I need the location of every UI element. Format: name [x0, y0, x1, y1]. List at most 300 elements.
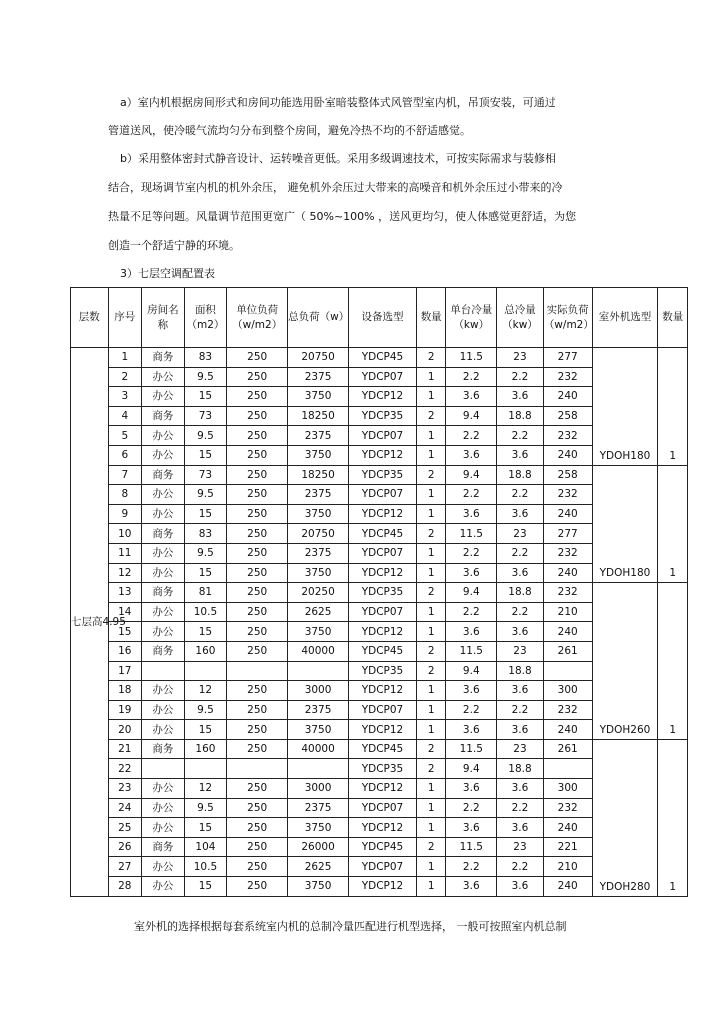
table-cell: [227, 661, 288, 681]
table-cell: 20: [108, 720, 141, 740]
table-cell: 11: [108, 543, 141, 563]
table-cell: 3000: [288, 779, 349, 799]
table-cell: 40000: [288, 739, 349, 759]
table-cell: 15: [184, 720, 227, 740]
table-cell: 3.6: [497, 504, 544, 524]
table-cell: 13: [108, 583, 141, 603]
outdoor-qty: 1: [658, 583, 688, 740]
table-cell: 3750: [288, 387, 349, 407]
header-room: 房间名称: [142, 288, 185, 348]
paragraph-b-line2: 结合，现场调节室内机的机外余压， 避免机外余压过大带来的高噪音和机外余压过小带来的冷: [108, 181, 563, 194]
table-cell: 250: [227, 465, 288, 485]
table-cell: 240: [543, 622, 592, 642]
table-cell: 2375: [288, 700, 349, 720]
table-cell: 9.5: [184, 798, 227, 818]
table-cell: 83: [184, 348, 227, 368]
table-cell: 20750: [288, 348, 349, 368]
table-cell: 1: [416, 485, 445, 505]
table-cell: 2.2: [497, 857, 544, 877]
table-cell: 277: [543, 348, 592, 368]
table-cell: 9.5: [184, 485, 227, 505]
table-cell: 3.6: [446, 877, 497, 897]
table-cell: 办公: [142, 877, 185, 897]
table-cell: 250: [227, 445, 288, 465]
header-qty: 数量: [416, 288, 445, 348]
table-cell: 250: [227, 857, 288, 877]
table-cell: 9.5: [184, 426, 227, 446]
table-cell: 81: [184, 583, 227, 603]
table-cell: [142, 661, 185, 681]
table-cell: 261: [543, 739, 592, 759]
table-cell: 40000: [288, 641, 349, 661]
table-cell: 商务: [142, 524, 185, 544]
table-cell: 26000: [288, 837, 349, 857]
table-row: [71, 583, 688, 603]
table-cell: 240: [543, 877, 592, 897]
table-cell: YDCP45: [349, 524, 417, 544]
table-cell: 3.6: [446, 720, 497, 740]
table-cell: 商务: [142, 641, 185, 661]
table-cell: 160: [184, 739, 227, 759]
table-cell: 办公: [142, 720, 185, 740]
table-cell: 104: [184, 837, 227, 857]
paragraph-b-line4: 创造一个舒适宁静的环境。: [108, 239, 240, 252]
table-cell: 9.4: [446, 759, 497, 779]
table-cell: 1: [416, 367, 445, 387]
table-cell: 250: [227, 700, 288, 720]
table-cell: 办公: [142, 857, 185, 877]
table-cell: 73: [184, 465, 227, 485]
table-cell: 11.5: [446, 524, 497, 544]
table-cell: 1: [416, 543, 445, 563]
table-cell: 250: [227, 739, 288, 759]
table-cell: 3750: [288, 818, 349, 838]
table-cell: 210: [543, 602, 592, 622]
table-cell: 3750: [288, 622, 349, 642]
table-cell: 18.8: [497, 759, 544, 779]
ac-config-table: [70, 287, 688, 897]
table-cell: 9.4: [446, 661, 497, 681]
table-cell: YDCP07: [349, 700, 417, 720]
table-cell: 250: [227, 426, 288, 446]
table-cell: 1: [416, 426, 445, 446]
table-cell: 83: [184, 524, 227, 544]
table-cell: 1: [416, 602, 445, 622]
table-cell: 25: [108, 818, 141, 838]
table-cell: 2.2: [497, 426, 544, 446]
table-cell: 2.2: [497, 485, 544, 505]
table-cell: YDCP12: [349, 622, 417, 642]
table-cell: [227, 759, 288, 779]
table-cell: 1: [416, 779, 445, 799]
table-cell: 2375: [288, 798, 349, 818]
table-cell: 18250: [288, 406, 349, 426]
table-cell: 3: [108, 387, 141, 407]
table-cell: 1: [416, 857, 445, 877]
table-cell: 6: [108, 445, 141, 465]
table-cell: 3.6: [497, 779, 544, 799]
table-cell: 办公: [142, 700, 185, 720]
table-cell: 250: [227, 524, 288, 544]
table-cell: 250: [227, 504, 288, 524]
table-cell: 1: [416, 563, 445, 583]
table-cell: 3.6: [446, 681, 497, 701]
table-cell: 10: [108, 524, 141, 544]
table-cell: 9.5: [184, 367, 227, 387]
table-cell: 250: [227, 837, 288, 857]
header-total-cool: 总冷量（kw）: [497, 288, 544, 348]
table-cell: 3.6: [446, 387, 497, 407]
outdoor-model: YDOH280: [592, 739, 658, 896]
table-cell: 232: [543, 543, 592, 563]
table-cell: 250: [227, 779, 288, 799]
table-cell: 办公: [142, 622, 185, 642]
table-cell: 商务: [142, 739, 185, 759]
table-cell: 2.2: [446, 367, 497, 387]
table-cell: 18: [108, 681, 141, 701]
table-cell: 23: [497, 348, 544, 368]
table-cell: [288, 661, 349, 681]
header-actual-load: 实际负荷（w/m2）: [543, 288, 592, 348]
table-cell: 15: [184, 445, 227, 465]
table-cell: 20750: [288, 524, 349, 544]
table-cell: YDCP07: [349, 602, 417, 622]
table-cell: 15: [184, 563, 227, 583]
table-cell: 9.4: [446, 583, 497, 603]
table-cell: [184, 661, 227, 681]
table-cell: YDCP07: [349, 367, 417, 387]
table-cell: 1: [416, 700, 445, 720]
paragraph-b-line1: b）采用整体密封式静音设计、运转噪音更低。采用多级调速技术，可按实际需求与装修相: [120, 152, 556, 165]
table-cell: 300: [543, 779, 592, 799]
table-cell: 15: [184, 877, 227, 897]
table-body: [71, 348, 688, 897]
table-cell: 250: [227, 622, 288, 642]
table-cell: YDCP45: [349, 837, 417, 857]
table-cell: 2: [416, 837, 445, 857]
paragraph-a-line2: 管道送风，使冷暖气流均匀分布到整个房间，避免冷热不均的不舒适感觉。: [108, 124, 471, 137]
table-cell: 3750: [288, 720, 349, 740]
table-cell: 20250: [288, 583, 349, 603]
table-cell: 14: [108, 602, 141, 622]
table-cell: 28: [108, 877, 141, 897]
table-cell: 250: [227, 681, 288, 701]
table-cell: 9.5: [184, 700, 227, 720]
table-cell: YDCP12: [349, 504, 417, 524]
table-cell: 2: [416, 661, 445, 681]
table-cell: 15: [184, 504, 227, 524]
table-cell: 9.5: [184, 543, 227, 563]
table-cell: 1: [416, 387, 445, 407]
table-cell: 221: [543, 837, 592, 857]
table-row: [71, 465, 688, 485]
table-cell: 1: [416, 798, 445, 818]
table-cell: YDCP07: [349, 485, 417, 505]
table-cell: 10.5: [184, 602, 227, 622]
table-cell: 2.2: [446, 485, 497, 505]
table-cell: YDCP35: [349, 661, 417, 681]
table-cell: 10.5: [184, 857, 227, 877]
table-cell: 办公: [142, 818, 185, 838]
table-cell: 3.6: [446, 622, 497, 642]
table-cell: 8: [108, 485, 141, 505]
table-cell: 3.6: [446, 563, 497, 583]
table-cell: 258: [543, 406, 592, 426]
table-cell: 3.6: [497, 877, 544, 897]
table-cell: 3.6: [497, 387, 544, 407]
table-cell: 210: [543, 857, 592, 877]
table-cell: 250: [227, 720, 288, 740]
table-cell: 2: [416, 348, 445, 368]
table-cell: 232: [543, 367, 592, 387]
table-cell: 240: [543, 387, 592, 407]
table-cell: 1: [108, 348, 141, 368]
table-cell: 办公: [142, 798, 185, 818]
outdoor-model: YDOH260: [592, 583, 658, 740]
table-cell: 3.6: [497, 622, 544, 642]
table-cell: 3750: [288, 504, 349, 524]
table-cell: YDCP12: [349, 818, 417, 838]
table-cell: 240: [543, 504, 592, 524]
table-cell: 2.2: [497, 367, 544, 387]
table-cell: [142, 759, 185, 779]
table-cell: 办公: [142, 563, 185, 583]
table-cell: 258: [543, 465, 592, 485]
table-cell: 24: [108, 798, 141, 818]
header-seq: 序号: [108, 288, 141, 348]
table-cell: 23: [497, 524, 544, 544]
table-cell: 2.2: [446, 543, 497, 563]
table-cell: 3.6: [446, 818, 497, 838]
table-cell: 办公: [142, 543, 185, 563]
table-cell: 250: [227, 583, 288, 603]
table-cell: 18.8: [497, 583, 544, 603]
table-cell: YDCP35: [349, 465, 417, 485]
table-cell: 办公: [142, 367, 185, 387]
table-cell: 21: [108, 739, 141, 759]
table-cell: [543, 759, 592, 779]
table-cell: 2.2: [497, 602, 544, 622]
table-cell: YDCP07: [349, 798, 417, 818]
table-cell: 232: [543, 426, 592, 446]
table-cell: 12: [184, 779, 227, 799]
table-cell: 12: [108, 563, 141, 583]
table-cell: 18250: [288, 465, 349, 485]
paragraph-b-line3: 热量不足等问题。风量调节范围更宽广（ 50%~100% ，送风更均匀，使人体感觉更舒适，为您: [108, 210, 577, 223]
table-cell: YDCP12: [349, 563, 417, 583]
table-cell: YDCP12: [349, 681, 417, 701]
table-cell: 3.6: [497, 563, 544, 583]
table-cell: 1: [416, 877, 445, 897]
table-cell: 办公: [142, 485, 185, 505]
table-cell: 3.6: [497, 445, 544, 465]
table-cell: 1: [416, 818, 445, 838]
table-cell: 2.2: [497, 798, 544, 818]
footer-paragraph: 室外机的选择根据每套系统室内机的总制冷量匹配进行机型选择， 一般可按照室内机总制: [134, 920, 567, 933]
table-cell: 办公: [142, 387, 185, 407]
table-cell: YDCP07: [349, 543, 417, 563]
table-cell: 2375: [288, 485, 349, 505]
table-cell: 250: [227, 798, 288, 818]
table-cell: 160: [184, 641, 227, 661]
table-cell: 18.8: [497, 465, 544, 485]
table-header-row: [71, 288, 688, 348]
table-cell: 3.6: [497, 818, 544, 838]
header-area: 面积（m2）: [184, 288, 227, 348]
table-cell: YDCP45: [349, 641, 417, 661]
table-cell: 2.2: [446, 857, 497, 877]
table-cell: 300: [543, 681, 592, 701]
table-cell: YDCP35: [349, 583, 417, 603]
table-cell: 3750: [288, 877, 349, 897]
table-cell: 2375: [288, 426, 349, 446]
table-cell: [288, 759, 349, 779]
table-cell: 2: [416, 759, 445, 779]
table-cell: 9: [108, 504, 141, 524]
table-cell: 240: [543, 818, 592, 838]
table-cell: 261: [543, 641, 592, 661]
table-cell: 3.6: [497, 720, 544, 740]
table-cell: 3.6: [446, 779, 497, 799]
table-cell: 9.4: [446, 406, 497, 426]
table-cell: 27: [108, 857, 141, 877]
header-unit-cool: 单台冷量（kw）: [446, 288, 497, 348]
header-total-load: 总负荷（w）: [288, 288, 349, 348]
table-cell: 3750: [288, 563, 349, 583]
table-cell: 250: [227, 818, 288, 838]
table-cell: 2375: [288, 367, 349, 387]
table-cell: 商务: [142, 348, 185, 368]
table-cell: YDCP07: [349, 426, 417, 446]
table-cell: YDCP12: [349, 720, 417, 740]
table-cell: YDCP12: [349, 779, 417, 799]
table-cell: YDCP12: [349, 387, 417, 407]
table-cell: 11.5: [446, 348, 497, 368]
table-cell: 办公: [142, 445, 185, 465]
table-cell: 办公: [142, 779, 185, 799]
table-cell: 2.2: [497, 700, 544, 720]
table-cell: 16: [108, 641, 141, 661]
table-cell: 15: [184, 387, 227, 407]
table-cell: [184, 759, 227, 779]
header-outdoor-qty: 数量: [658, 288, 688, 348]
table-cell: 18.8: [497, 406, 544, 426]
table-cell: 2375: [288, 543, 349, 563]
header-floor: 层数: [71, 288, 109, 348]
table-cell: 2: [416, 739, 445, 759]
table-cell: 11.5: [446, 837, 497, 857]
table-cell: 240: [543, 445, 592, 465]
table-cell: YDCP35: [349, 759, 417, 779]
floor-label: 七层高4.95: [71, 348, 109, 897]
table-cell: 250: [227, 877, 288, 897]
table-cell: 250: [227, 406, 288, 426]
header-model: 设备选型: [349, 288, 417, 348]
table-cell: 1: [416, 622, 445, 642]
table-cell: 2.2: [446, 798, 497, 818]
table-cell: YDCP45: [349, 739, 417, 759]
table-cell: 23: [497, 837, 544, 857]
outdoor-qty: 1: [658, 348, 688, 466]
table-cell: 办公: [142, 426, 185, 446]
table-cell: 2.2: [446, 426, 497, 446]
table-cell: 2: [416, 465, 445, 485]
table-cell: 22: [108, 759, 141, 779]
table-cell: YDCP12: [349, 877, 417, 897]
table-cell: 18.8: [497, 661, 544, 681]
outdoor-model: YDOH180: [592, 348, 658, 466]
table-cell: 232: [543, 798, 592, 818]
table-cell: YDCP12: [349, 445, 417, 465]
table-cell: 15: [184, 622, 227, 642]
outdoor-qty: 1: [658, 465, 688, 583]
table-cell: 商务: [142, 406, 185, 426]
table-cell: 19: [108, 700, 141, 720]
table-cell: 26: [108, 837, 141, 857]
table-cell: 商务: [142, 837, 185, 857]
table-cell: 15: [184, 818, 227, 838]
table-cell: 2: [108, 367, 141, 387]
table-cell: 250: [227, 602, 288, 622]
table-cell: 240: [543, 563, 592, 583]
table-cell: 2.2: [497, 543, 544, 563]
table-cell: 3.6: [497, 681, 544, 701]
table-cell: 15: [108, 622, 141, 642]
table-cell: 2: [416, 524, 445, 544]
table-cell: 2: [416, 406, 445, 426]
table-cell: 2.2: [446, 700, 497, 720]
table-cell: 2625: [288, 857, 349, 877]
table-cell: 232: [543, 583, 592, 603]
table-cell: 23: [497, 739, 544, 759]
paragraph-a-line1: a）室内机根据房间形式和房间功能选用卧室暗装整体式风管型室内机，吊顶安装，可通过: [120, 96, 556, 109]
table-cell: 办公: [142, 504, 185, 524]
table-cell: 9.4: [446, 465, 497, 485]
table-cell: 250: [227, 641, 288, 661]
table-cell: 1: [416, 504, 445, 524]
table-cell: 232: [543, 485, 592, 505]
table-cell: 2: [416, 641, 445, 661]
table-row: [71, 348, 688, 368]
table-cell: 250: [227, 348, 288, 368]
table-cell: 23: [497, 641, 544, 661]
table-cell: 250: [227, 543, 288, 563]
outdoor-qty: 1: [658, 739, 688, 896]
header-unit-load: 单位负荷（w/m2）: [227, 288, 288, 348]
table-cell: 73: [184, 406, 227, 426]
table-cell: [543, 661, 592, 681]
section-title: 3）七层空调配置表: [120, 267, 215, 280]
table-cell: 1: [416, 720, 445, 740]
table-cell: 2.2: [446, 602, 497, 622]
table-cell: 商务: [142, 583, 185, 603]
table-cell: 3.6: [446, 504, 497, 524]
table-cell: 办公: [142, 681, 185, 701]
outdoor-model: YDOH180: [592, 465, 658, 583]
table-cell: YDCP07: [349, 857, 417, 877]
table-cell: 23: [108, 779, 141, 799]
table-cell: 2: [416, 583, 445, 603]
table-cell: 250: [227, 563, 288, 583]
table-cell: 3750: [288, 445, 349, 465]
header-outdoor-model: 室外机选型: [592, 288, 658, 348]
table-cell: 240: [543, 720, 592, 740]
table-cell: 250: [227, 367, 288, 387]
table-cell: 1: [416, 681, 445, 701]
table-cell: 12: [184, 681, 227, 701]
table-cell: 5: [108, 426, 141, 446]
table-cell: 277: [543, 524, 592, 544]
